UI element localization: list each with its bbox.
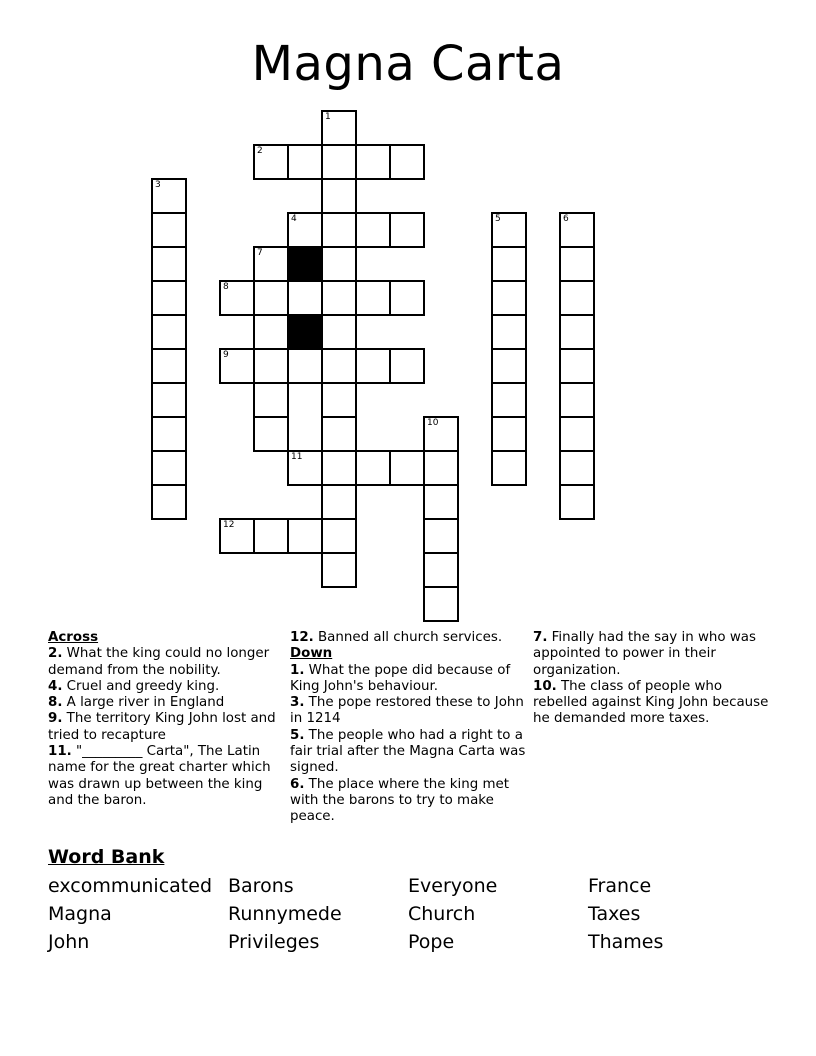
crossword-cell[interactable] (423, 518, 459, 554)
word-bank-word: Barons (228, 875, 294, 897)
clue-down-7 (533, 630, 773, 679)
clue-text: What the king could no longer demand from the nobility. (48, 646, 270, 678)
crossword-cell[interactable] (389, 212, 425, 248)
crossword-cell[interactable] (219, 280, 255, 316)
word-bank-word: Pope (408, 931, 455, 953)
crossword-cell[interactable] (389, 450, 425, 486)
clue-text: Banned all church services. (318, 630, 503, 645)
crossword-cell[interactable] (423, 586, 459, 622)
page-title: Magna Carta (251, 36, 565, 92)
clue-column-2 (290, 630, 526, 826)
word-bank (48, 874, 788, 958)
crossword-cell[interactable] (151, 416, 187, 452)
crossword-cell[interactable] (389, 144, 425, 180)
crossword-cell[interactable] (355, 348, 391, 384)
crossword-cell[interactable] (355, 212, 391, 248)
clue-across-4 (48, 679, 284, 695)
clue-text: Cruel and greedy king. (66, 678, 220, 694)
clue-number-label: 12 (223, 520, 235, 530)
clue-number: 2. (48, 646, 63, 662)
word-bank-word: Everyone (408, 875, 498, 897)
crossword-cell[interactable] (253, 416, 289, 452)
clue-text: The people who had a right to a fair trial after the Magna Carta was signed. (290, 727, 526, 776)
crossword-cell[interactable] (151, 348, 187, 384)
word-bank-word: Magna (48, 903, 112, 925)
crossword-cell[interactable] (253, 280, 289, 316)
crossword-cell[interactable] (491, 450, 527, 486)
word-bank-row (48, 930, 788, 958)
crossword-cell[interactable] (321, 280, 357, 316)
crossword-cell[interactable] (423, 552, 459, 588)
crossword-cell[interactable] (287, 450, 323, 486)
word-bank-row (48, 902, 788, 930)
across-heading: Across (48, 630, 99, 645)
word-bank-heading: Word Bank (48, 846, 165, 868)
crossword-cell[interactable] (321, 382, 357, 418)
crossword-cell[interactable] (151, 280, 187, 316)
crossword-cell[interactable] (559, 450, 595, 486)
crossword-cell[interactable] (151, 212, 187, 248)
clue-column-1 (48, 630, 284, 809)
crossword-cell[interactable] (491, 382, 527, 418)
crossword-cell[interactable] (321, 144, 357, 180)
clue-number-label: 2 (257, 146, 263, 156)
crossword-cell[interactable] (559, 212, 595, 248)
crossword-cell[interactable] (321, 518, 357, 554)
word-bank-word: excommunicated (48, 875, 213, 897)
clue-number: 9. (48, 711, 63, 727)
crossword-cell[interactable] (559, 382, 595, 418)
clue-number: 1. (290, 662, 305, 678)
crossword-cell[interactable] (321, 110, 357, 146)
clue-number-label: 6 (563, 214, 569, 224)
crossword-cell[interactable] (559, 246, 595, 282)
crossword-cell[interactable] (321, 484, 357, 520)
clue-number-label: 7 (257, 248, 263, 258)
clue-number: 5. (290, 727, 305, 743)
clue-text: The pope restored these to John in 1214 (290, 695, 524, 727)
word-bank-word: Runnymede (228, 903, 342, 925)
crossword-cell[interactable] (559, 314, 595, 350)
crossword-cell[interactable] (389, 280, 425, 316)
clue-number-label: 9 (223, 350, 229, 360)
crossword-cell[interactable] (355, 450, 391, 486)
clue-number: 6. (290, 776, 305, 792)
clue-across-9 (48, 711, 284, 744)
crossword-cell[interactable] (219, 518, 255, 554)
crossword-cell[interactable] (321, 178, 357, 214)
clue-number: 11. (48, 744, 72, 760)
clue-number-label: 11 (291, 452, 303, 462)
crossword-cell[interactable] (287, 144, 323, 180)
word-bank-row (48, 874, 788, 902)
crossword-cell[interactable] (219, 348, 255, 384)
crossword-cell[interactable] (151, 382, 187, 418)
crossword-cell[interactable] (321, 450, 357, 486)
word-bank-word: Thames (588, 931, 664, 953)
clue-text: The place where the king met with the barons to try to make peace. (290, 776, 509, 825)
down-heading: Down (290, 646, 333, 662)
crossword-cell[interactable] (287, 280, 323, 316)
clue-down-10 (533, 679, 773, 728)
clue-across-11 (48, 744, 284, 809)
clue-across-8 (48, 695, 284, 711)
word-bank-word: John (48, 931, 90, 953)
crossword-cell[interactable] (151, 178, 187, 214)
crossword-cell[interactable] (355, 144, 391, 180)
crossword-cell[interactable] (491, 314, 527, 350)
clue-text: "_________ Carta", The Latin name for the great charter which was drawn up between the king and the baron. (48, 744, 271, 808)
crossword-cell[interactable] (321, 212, 357, 248)
clue-down-6 (290, 777, 526, 826)
crossword-cell[interactable] (321, 348, 357, 384)
clue-number-label: 10 (427, 418, 439, 428)
word-bank-word: Taxes (588, 903, 641, 925)
crossword-cell[interactable] (151, 314, 187, 350)
clue-across-12 (290, 630, 526, 646)
clue-column-3 (533, 630, 773, 728)
clue-number: 8. (48, 695, 63, 711)
clue-number: 3. (290, 695, 305, 711)
crossword-cell[interactable] (321, 246, 357, 282)
clue-text: What the pope did because of King John's behaviour. (290, 662, 511, 694)
clue-number: 10. (533, 678, 557, 694)
crossword-cell[interactable] (253, 348, 289, 384)
crossword-cell[interactable] (253, 382, 289, 418)
clue-number-label: 3 (155, 180, 161, 190)
clue-text: A large river in England (66, 695, 225, 711)
crossword-cell[interactable] (321, 552, 357, 588)
clue-number-label: 8 (223, 282, 229, 292)
crossword-cell[interactable] (151, 450, 187, 486)
word-bank-word: France (588, 875, 652, 897)
crossword-cell[interactable] (151, 484, 187, 520)
crossword-cell[interactable] (355, 280, 391, 316)
crossword-cell[interactable] (253, 518, 289, 554)
crossword-cell[interactable] (253, 314, 289, 350)
crossword-cell[interactable] (151, 246, 187, 282)
crossword-cell[interactable] (559, 416, 595, 452)
clue-number-label: 4 (291, 214, 297, 224)
clue-number-label: 1 (325, 112, 331, 122)
crossword-cell[interactable] (321, 314, 357, 350)
word-bank-word: Privileges (228, 931, 320, 953)
clue-text: The territory King John lost and tried to recapture (48, 711, 276, 743)
crossword-cell[interactable] (423, 484, 459, 520)
clue-text: Finally had the say in who was appointed to power in their organization. (533, 630, 756, 678)
word-bank-word: Church (408, 903, 476, 925)
crossword-cell[interactable] (559, 484, 595, 520)
crossword-cell[interactable] (559, 348, 595, 384)
crossword-cell[interactable] (321, 416, 357, 452)
crossword-cell[interactable] (491, 212, 527, 248)
clue-across-2 (48, 646, 284, 679)
crossword-cell[interactable] (491, 246, 527, 282)
crossword-cell[interactable] (287, 212, 323, 248)
crossword-cell[interactable] (559, 280, 595, 316)
clue-number-label: 5 (495, 214, 501, 224)
crossword-cell[interactable] (491, 280, 527, 316)
clue-number: 4. (48, 678, 63, 694)
crossword-block (287, 246, 323, 282)
clue-down-1 (290, 663, 526, 696)
crossword-block (287, 314, 323, 350)
crossword-cell[interactable] (491, 416, 527, 452)
clue-down-5 (290, 728, 526, 777)
crossword-cell[interactable] (253, 246, 289, 282)
crossword-cell[interactable] (287, 518, 323, 554)
crossword-cell[interactable] (491, 348, 527, 384)
clue-number: 7. (533, 630, 548, 645)
clue-text: The class of people who rebelled against King John because he demanded more taxes. (533, 678, 769, 727)
crossword-cell[interactable] (253, 144, 289, 180)
clue-number: 12. (290, 630, 314, 645)
crossword-cell[interactable] (423, 416, 459, 452)
crossword-cell[interactable] (287, 348, 323, 384)
clue-down-3 (290, 695, 526, 728)
crossword-cell[interactable] (389, 348, 425, 384)
crossword-cell[interactable] (423, 450, 459, 486)
